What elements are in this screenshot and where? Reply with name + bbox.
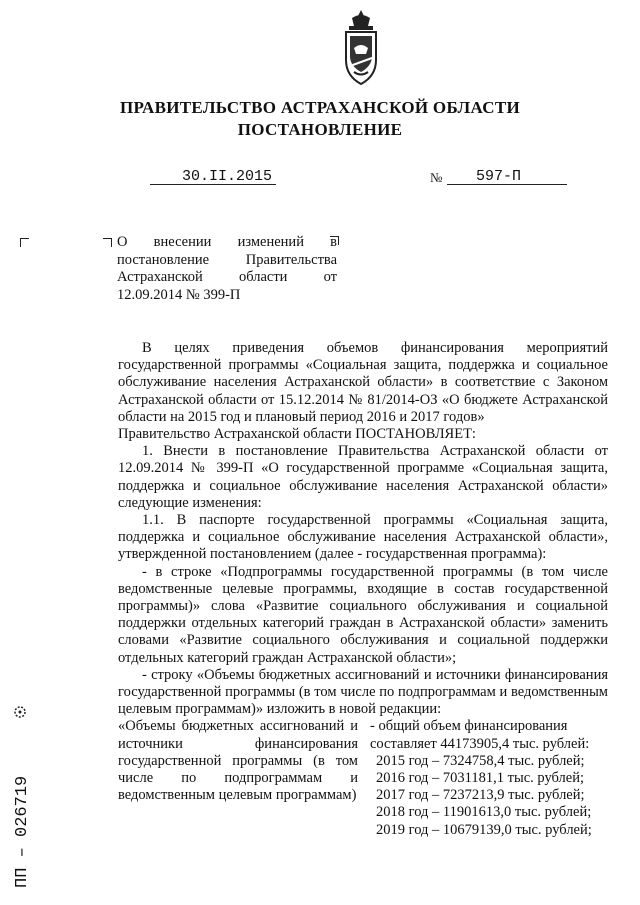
coat-of-arms-icon: [338, 8, 384, 88]
dash-item-funding: - строку «Объемы бюджетных ассигнований и источники финансирования государственной программы (в том числе по подпрограммам и ведомственным целевым программам)» изложить в новой редакции:: [118, 666, 608, 718]
number-label: №: [430, 170, 443, 185]
funding-table-left: «Объемы бюджетных ассигнований и источники финансирования государственной программы (в том числе по подпрограммам и ведомственным целевым программам): [118, 718, 358, 804]
preamble-paragraph: В целях приведения объемов финансирования мероприятий государственной программы «Социальная защита, поддержка и социальное обслуживание населения Астраханской области» в соответствие с Законом Астраханской области от 15.12.2014 № 81/2014-ОЗ «О бюджете Астраханской области на 2015 год и плановый период 2016 и 2017 годов»: [118, 340, 608, 425]
document-subject: О внесении изменений в постановление Правительства Астраханской области от 12.09.2014 № 399-П: [117, 234, 337, 303]
item-1: 1. Внести в постановление Правительства Астраханской области от 12.09.2014 № 399-П «О государственной программе «Социальная защита, поддержка и социальное обслуживание населения Астраханской области» следующие изменения:: [118, 443, 608, 511]
funding-year-2019: 2019 год – 10679139,0 тыс. рублей;: [376, 821, 592, 838]
funding-table: [118, 718, 608, 838]
funding-year-2015: 2015 год – 7324758,4 тыс. рублей;: [376, 752, 585, 769]
subject-corner-left: [103, 238, 112, 247]
document-body: [118, 340, 608, 839]
funding-year-2016: 2016 год – 7031181,1 тыс. рублей;: [376, 770, 584, 787]
government-title: ПРАВИТЕЛЬСТВО АСТРАХАНСКОЙ ОБЛАСТИ: [120, 98, 520, 117]
funding-year-2018: 2018 год – 11901613,0 тыс. рублей;: [376, 804, 592, 821]
margin-corner-mark: [20, 238, 29, 247]
funding-year-2017: 2017 год – 7237213,9 тыс. рублей;: [376, 787, 585, 804]
serial-number: ПП – 026719: [13, 775, 32, 888]
funding-total: - общий объем финансирования составляет 44173905,4 тыс. рублей:: [370, 718, 590, 752]
item-1-1: 1.1. В паспорте государственной программы «Социальная защита, поддержка и социальное обслуживание населения Астраханской области», утвержденной постановлением (далее - государственная программа):: [118, 512, 608, 563]
funding-table-right: [366, 718, 608, 838]
seal-mark-icon: [15, 707, 25, 717]
document-type: ПОСТАНОВЛЕНИЕ: [237, 120, 403, 139]
dash-item-subprograms: - в строке «Подпрограммы государственной программы (в том числе ведомственные целевые программы, входящие в состав государственной программы)» слова «Развитие социального обслуживания и социальной поддержки отдельных категорий граждан в Астраханской области» заменить словами «Развитие социального обслуживания и социальной поддержки отдельных категорий граждан Астраханской области»;: [118, 563, 608, 666]
document-number: 597-П: [476, 168, 522, 185]
resolves-line: Правительство Астраханской области ПОСТАНОВЛЯЕТ:: [118, 426, 476, 443]
document-date: 30.II.2015: [182, 168, 273, 185]
serial-number-strip: [2, 700, 42, 890]
